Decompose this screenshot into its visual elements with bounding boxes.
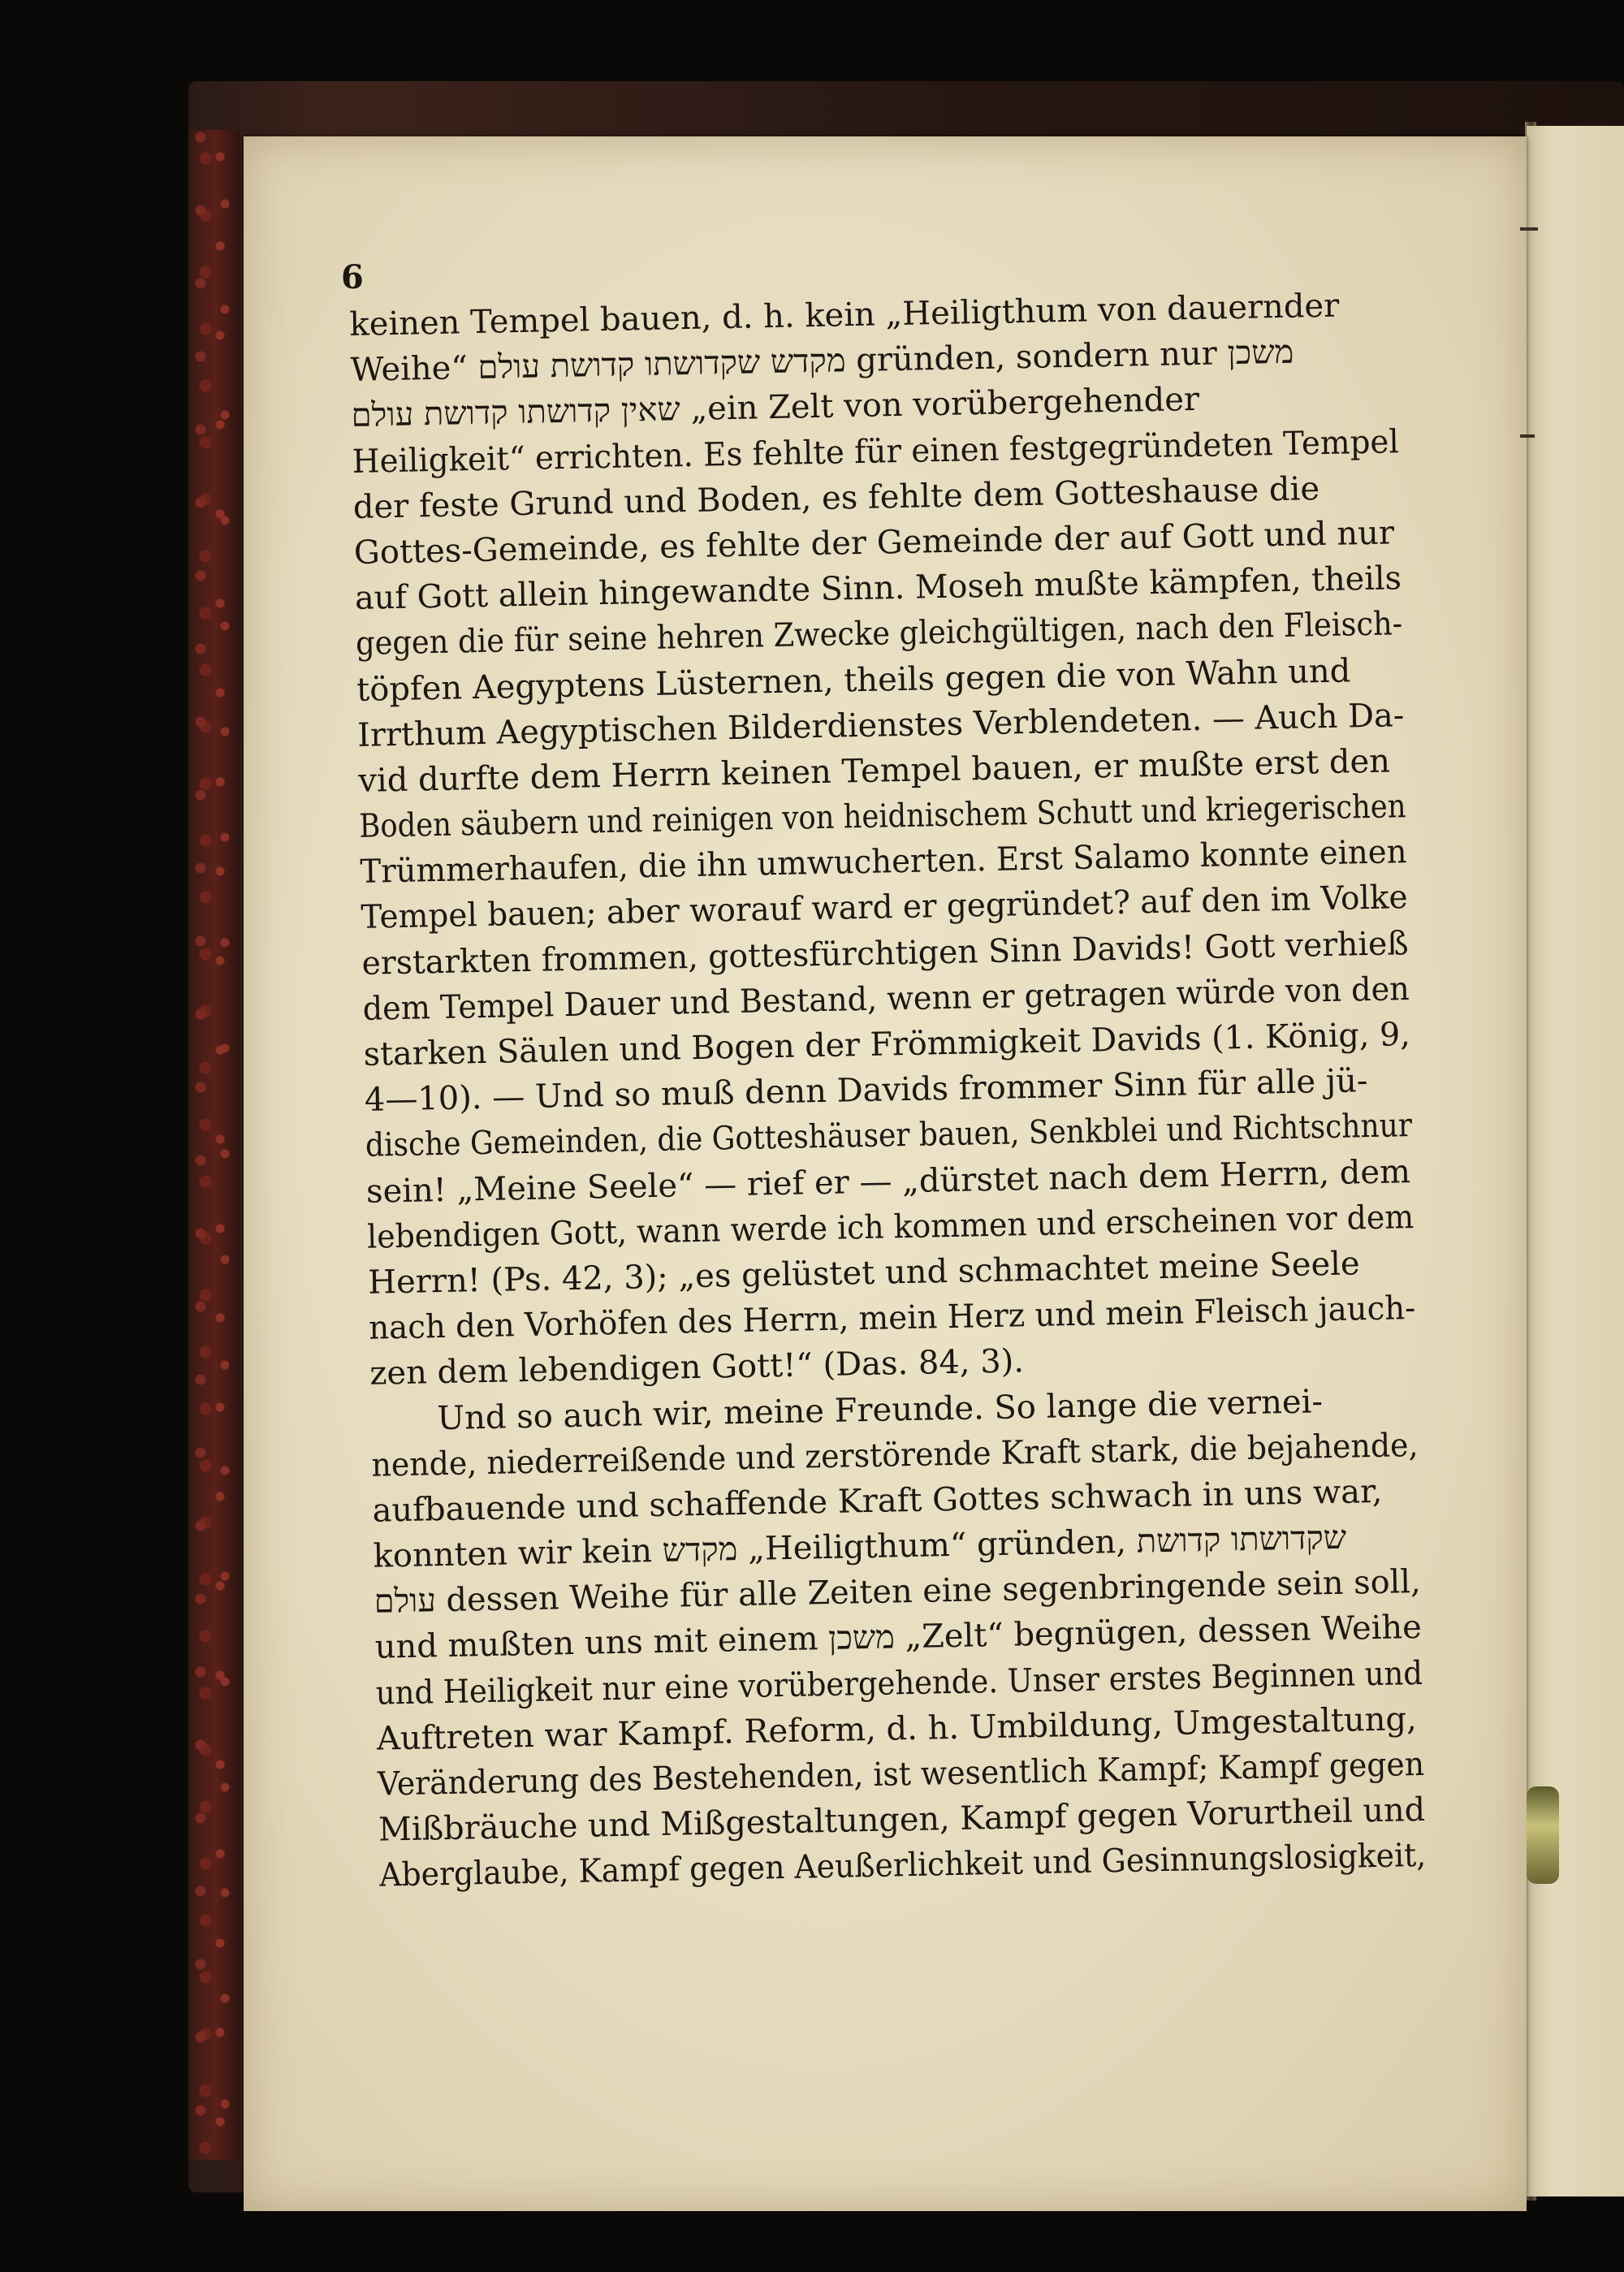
text-line: Mißbräuche und Mißgestaltungen, Kampf gegen Vorurtheil und <box>378 1791 1426 1849</box>
text-line: auf Gott allein hingewandte Sinn. Moseh mußte kämpfen, theils <box>354 559 1402 618</box>
text-line: Gottes-Gemeinde, es fehlte der Gemeinde der auf Gott und nur <box>353 514 1395 572</box>
text-line: Veränderung des Bestehenden, ist wesentlich Kampf; Kampf gegen <box>377 1745 1425 1803</box>
text-line: Irrthum Aegyptischen Bilderdienstes Verblendeten. — Auch Da- <box>356 696 1405 754</box>
text-line: Trümmerhaufen, die ihn umwucherten. Erst Salamo konnte einen <box>360 833 1407 892</box>
text-line: töpfen Aegyptens Lüsternen, theils gegen die von Wahn und <box>356 651 1351 709</box>
paragraph-start-line: Und so auch wir, meine Freunde. So lange die vernei- <box>436 1382 1324 1437</box>
text-line: keinen Tempel bauen, d. h. kein „Heiligthum von dauernder <box>349 287 1340 343</box>
binding-thread <box>1527 1786 1559 1884</box>
page-number: 6 <box>341 258 364 296</box>
text-line: Tempel bauen; aber worauf ward er gegründet? auf den im Volke <box>361 879 1408 937</box>
text-line: zen dem lebendigen Gott!“ (Das. 84, 3). <box>369 1342 1025 1393</box>
text-line: und mußten uns mit einem משכן „Zelt“ begnügen, dessen Weihe <box>374 1609 1423 1667</box>
text-line: und Heiligkeit nur eine vorübergehende. Unser erstes Beginnen und <box>375 1654 1423 1713</box>
text-line: Herrn! (Ps. 42, 3); „es gelüstet und schmachtet meine Seele <box>367 1245 1361 1302</box>
text-line: עולם dessen Weihe für alle Zeiten eine segenbringende sein soll, <box>374 1563 1422 1621</box>
text-line: dische Gemeinden, die Gotteshäuser bauen, Senkblei und Richtschnur <box>365 1107 1413 1165</box>
text-line: Weihe“ מקדש שקדושתו קדושת עולם gründen, sondern nur משכן <box>350 333 1294 390</box>
page-text <box>349 282 1436 1898</box>
text-line: Boden säubern und reinigen von heidnischem Schutt und kriegerischen <box>358 788 1406 845</box>
text-line: nach den Vorhöfen des Herrn, mein Herz und mein Fleisch jauch- <box>368 1289 1416 1347</box>
text-line: lebendigen Gott, wann werde ich kommen und erscheinen vor dem <box>366 1198 1415 1256</box>
text-line: konnten wir kein מקדש „Heiligthum“ gründen, שקדושתו קדושת <box>373 1518 1347 1575</box>
text-line: Heiligkeit“ errichten. Es fehlte für einen festgegründeten Tempel <box>352 422 1400 481</box>
text-line: Auftreten war Kampf. Reform, d. h. Umbildung, Umgestaltung, <box>376 1700 1418 1758</box>
text-line: Aberglaube, Kampf gegen Aeußerlichkeit und Gesinnungslosigkeit, <box>378 1837 1427 1895</box>
text-line: dem Tempel Dauer und Bestand, wenn er getragen würde von den <box>362 970 1410 1028</box>
text-line: 4—10). — Und so muß denn Davids frommer Sinn für alle jü- <box>364 1062 1368 1120</box>
text-line: nende, niederreißende und zerstörende Kraft stark, die bejahende, <box>371 1426 1419 1484</box>
binding-stitch-mark <box>1520 434 1535 438</box>
text-line: der feste Grund und Boden, es fehlte dem Gotteshause die <box>352 469 1320 526</box>
text-line: erstarkten frommen, gottesfürchtigen Sinn Davids! Gott verhieß <box>361 924 1410 983</box>
text-line: sein! „Meine Seele“ — rief er — „dürstet nach dem Herrn, dem <box>365 1152 1411 1211</box>
text-line: starken Säulen und Bogen der Frömmigkeit Davids (1. König, 9, <box>363 1016 1411 1073</box>
text-line: gegen die für seine hehren Zwecke gleichgültigen, nach den Fleisch- <box>355 605 1403 663</box>
marbled-cover-edge <box>191 130 240 2160</box>
facing-page <box>1527 126 1624 2196</box>
text-line: aufbauende und schaffende Kraft Gottes schwach in uns war, <box>372 1472 1383 1530</box>
binding-stitch-mark <box>1520 227 1538 231</box>
text-line: vid durfte dem Herrn keinen Tempel bauen, er mußte erst den <box>357 742 1391 800</box>
text-line: שאין קדושתו קדושת עולם „ein Zelt von vorübergehender <box>351 381 1200 435</box>
